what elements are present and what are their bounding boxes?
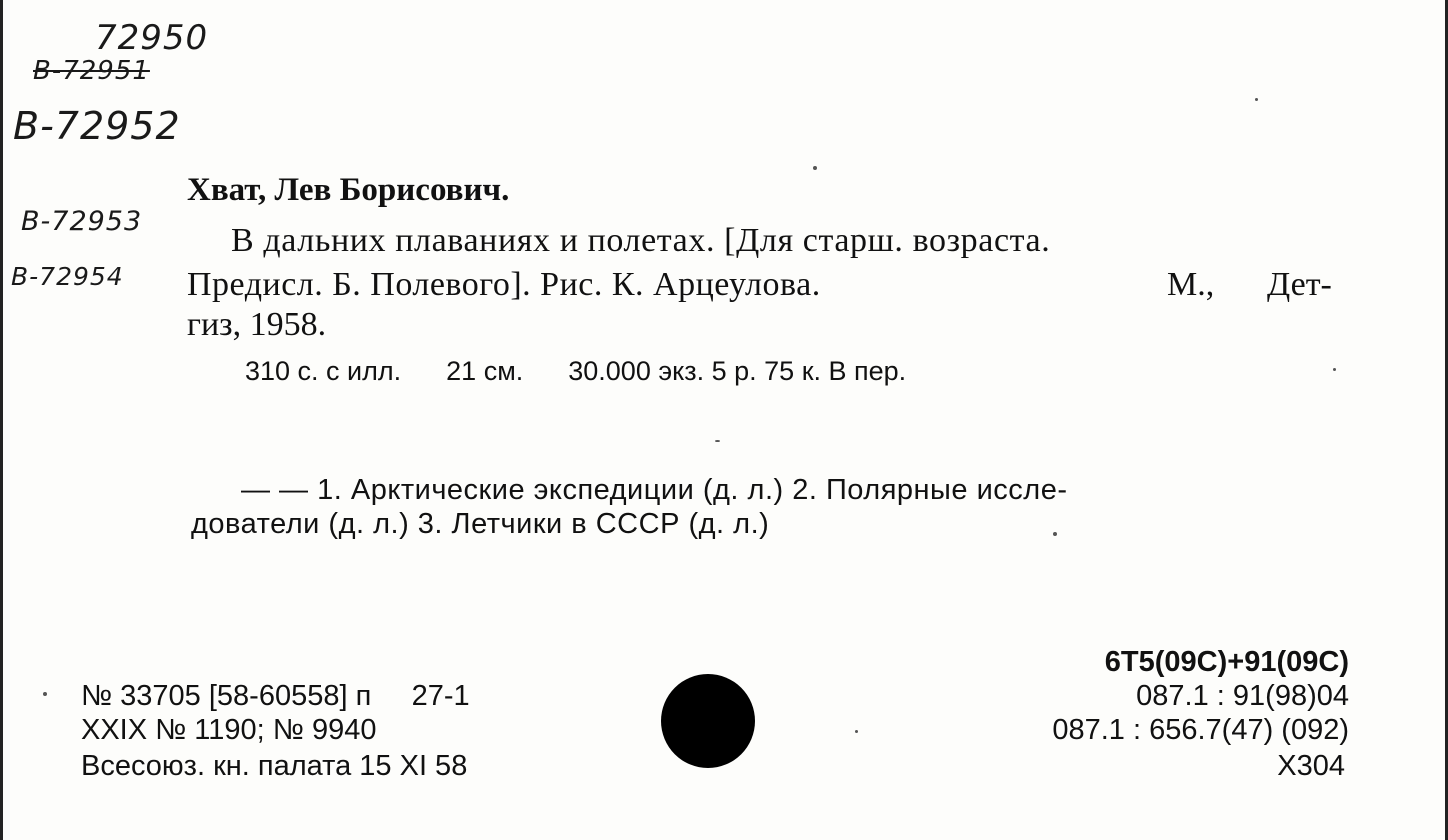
paper-speck <box>855 730 858 733</box>
title-line-3: гиз, 1958. <box>187 306 327 343</box>
handwritten-number-3: В-72952 <box>13 104 181 148</box>
paper-speck <box>1333 368 1336 371</box>
classification-line-1: 6Т5(09С)+91(09С) <box>1104 646 1349 678</box>
paper-speck <box>1255 98 1258 101</box>
title-line-2: Предисл. Б. Полевого]. Рис. К. Арцеулова. <box>187 266 821 303</box>
subject-line-2: дователи (д. л.) 3. Летчики в СССР (д. л.) <box>191 508 770 540</box>
author-mark: Х304 <box>1277 750 1345 782</box>
title-line-1: В дальних плаваниях и полетах. [Для старш. возраста. <box>231 222 1051 259</box>
collation-line: 310 с. с илл. 21 см. 30.000 экз. 5 р. 75 к. В пер. <box>245 356 907 386</box>
classification-line-2: 087.1 : 91(98)04 <box>1136 680 1349 712</box>
handwritten-number-4: В-72953 <box>21 206 143 237</box>
paper-speck <box>43 692 47 696</box>
footer-chamber-line: Всесоюз. кн. палата 15 XI 58 <box>81 750 468 782</box>
imprint-place: М., <box>1167 266 1215 303</box>
footer-number-line: № 33705 [58-60558] п 27-1 <box>81 680 470 712</box>
imprint-publisher-start: Дет- <box>1267 266 1332 303</box>
paper-speck <box>813 166 817 170</box>
paper-speck <box>1053 532 1057 536</box>
footer-register-line: XXIX № 1190; № 9940 <box>81 714 377 746</box>
handwritten-number-2: В-72951 <box>33 56 150 86</box>
classification-line-3: 087.1 : 656.7(47) (092) <box>1052 714 1349 746</box>
punch-hole <box>661 674 755 768</box>
handwritten-number-1: 72950 <box>95 18 209 58</box>
paper-speck <box>715 440 720 442</box>
subject-line-1: — — 1. Арктические экспедиции (д. л.) 2. Полярные иссле- <box>241 474 1068 506</box>
author-heading: Хват, Лев Борисович. <box>187 172 510 208</box>
handwritten-number-5: В-72954 <box>11 262 124 291</box>
